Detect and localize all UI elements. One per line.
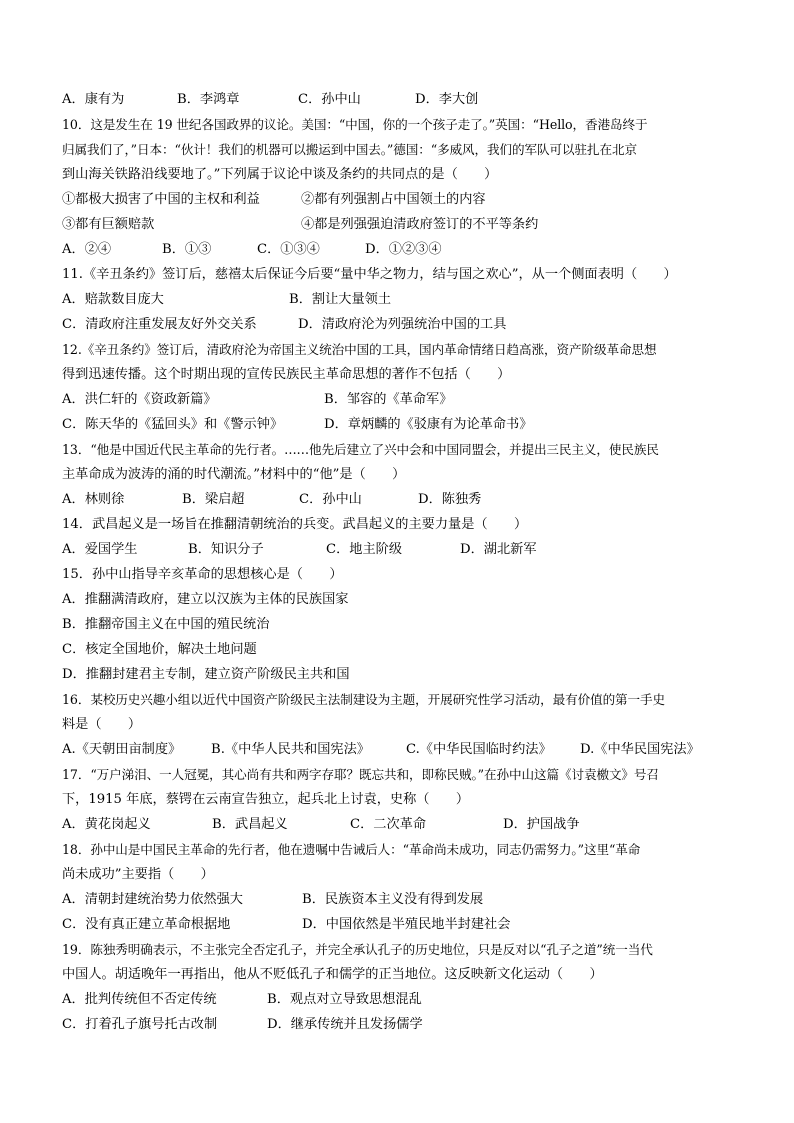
q10-statements-row bbox=[62, 212, 734, 237]
q18-stem-line: 18．孙中山是中国民主革命的先行者，他在遗嘱中告诫后人：“革命尚未成功，同志仍需努力。”这里“革命 bbox=[62, 842, 641, 857]
option-a: A．黄花岗起义 bbox=[62, 817, 151, 832]
q15-stem-line: 15．孙中山指导辛亥革命的思想核心是（ ） bbox=[62, 567, 343, 582]
option-a: A．批判传统但不否定传统 bbox=[62, 992, 217, 1007]
option-a: A．清朝封建统治势力依然强大 bbox=[62, 892, 243, 907]
q17-stem-line: 17．“万户涕泪、一人冠冕，其心尚有共和两字存耶？既忘共和，即称民贼。”在孙中山这篇《讨袁檄文》号召 bbox=[62, 767, 659, 782]
q17-options-row bbox=[62, 812, 734, 837]
option-a: A．②④ bbox=[62, 242, 112, 257]
option-d: D．中国依然是半殖民地半封建社会 bbox=[302, 917, 511, 932]
statement-3: ③都有巨额赔款 bbox=[62, 217, 155, 232]
option-b: B．观点对立导致思想混乱 bbox=[267, 992, 422, 1007]
q16-stem-line: 料是（ ） bbox=[62, 717, 142, 732]
option-c: C．二次革命 bbox=[350, 817, 427, 832]
option-b: B．民族资本主义没有得到发展 bbox=[302, 892, 484, 907]
option-a: A.《天朝田亩制度》 bbox=[62, 742, 182, 757]
q18-stem-line: 尚未成功”主要指（ ） bbox=[62, 867, 214, 882]
statement-1: ①都极大损害了中国的主权和利益 bbox=[62, 192, 260, 207]
q13-options-row bbox=[62, 487, 734, 512]
q14-options-row bbox=[62, 537, 734, 562]
q10-statements-row bbox=[62, 187, 734, 212]
q10-stem-line: 归属我们了，”日本：“伙计！我们的机器可以搬运到中国去。”德国：“多威风，我们的军队可以驻扎在北京 bbox=[62, 142, 637, 157]
option-a: A．洪仁轩的《资政新篇》 bbox=[62, 392, 217, 407]
option-b: B．李鸿章 bbox=[177, 92, 240, 107]
q18-options-row bbox=[62, 912, 734, 937]
q12-stem-line: 得到迅速传播。这个时期出现的宣传民族民主革命思想的著作不包括（ ） bbox=[62, 367, 511, 382]
q15-option-line: D．推翻封建君主专制，建立资产阶级民主共和国 bbox=[62, 667, 350, 682]
option-b: B．邹容的《革命军》 bbox=[324, 392, 453, 407]
q19-options-row bbox=[62, 1012, 734, 1037]
q18-options-row bbox=[62, 887, 734, 912]
q11-options-row bbox=[62, 312, 734, 337]
option-d: D．护国战争 bbox=[503, 817, 580, 832]
q16-options-row bbox=[62, 737, 734, 762]
option-b: B.《中华人民共和国宪法》 bbox=[211, 742, 370, 757]
q12-stem-line: 12.《辛丑条约》签订后，清政府沦为帝国主义统治中国的工具，国内革命情绪日趋高涨，资产阶级革命思想 bbox=[62, 342, 657, 357]
option-c: C．打着孔子旗号托古改制 bbox=[62, 1017, 218, 1032]
statement-2: ②都有列强割占中国领土的内容 bbox=[301, 192, 486, 207]
option-d: D．章炳麟的《驳康有为论革命书》 bbox=[324, 417, 533, 432]
option-c: C．清政府注重发展友好外交关系 bbox=[62, 317, 257, 332]
q16-stem-line: 16．某校历史兴趣小组以近代中国资产阶级民主法制建设为主题，开展研究性学习活动，最有价值的第一手史 bbox=[62, 692, 666, 707]
q13-stem-line: 主革命成为波涛的涌的时代潮流。”材料中的“他”是（ ） bbox=[62, 467, 406, 482]
q10-options-row bbox=[62, 237, 734, 262]
q11-stem-line: 11.《辛丑条约》签订后，慈禧太后保证今后要“量中华之物力，结与国之欢心”，从一个侧面表明（ ） bbox=[62, 267, 677, 282]
q10-stem-line: 到山海关铁路沿线要地了。”下列属于议论中谈及条约的共同点的是（ ） bbox=[62, 167, 498, 182]
q15-option-line: A．推翻满清政府，建立以汉族为主体的民族国家 bbox=[62, 592, 349, 607]
q14-stem-line: 14．武昌起义是一场旨在推翻清朝统治的兵变。武昌起义的主要力量是（ ） bbox=[62, 517, 528, 532]
option-d: D．湖北新军 bbox=[460, 542, 537, 557]
exam-page bbox=[62, 87, 734, 1037]
option-c: C．陈天华的《猛回头》和《警示钟》 bbox=[62, 417, 284, 432]
q11-options-row bbox=[62, 287, 734, 312]
option-c: C.《中华民国临时约法》 bbox=[406, 742, 552, 757]
option-d: D．李大创 bbox=[415, 92, 479, 107]
option-b: B．武昌起义 bbox=[212, 817, 288, 832]
q19-stem-line: 19．陈独秀明确表示，不主张完全否定孔子，并完全承认孔子的历史地位，只是反对以“孔子之道”统一当代 bbox=[62, 942, 653, 957]
q19-options-row bbox=[62, 987, 734, 1012]
option-d: D．陈独秀 bbox=[418, 492, 482, 507]
option-b: B．①③ bbox=[162, 242, 212, 257]
option-a: A．林则徐 bbox=[62, 492, 125, 507]
option-b: B．知识分子 bbox=[188, 542, 264, 557]
option-c: C．地主阶级 bbox=[326, 542, 403, 557]
option-b: B．割让大量领土 bbox=[289, 292, 392, 307]
statement-4: ④都是列强强迫清政府签订的不平等条约 bbox=[301, 217, 539, 232]
q17-stem-line: 下，1915 年底，蔡锷在云南宣告独立，起兵北上讨袁，史称（ ） bbox=[62, 792, 470, 807]
option-d: D．清政府沦为列强统治中国的工具 bbox=[298, 317, 507, 332]
option-d: D．①②③④ bbox=[365, 242, 442, 257]
option-d: D．继承传统并且发扬儒学 bbox=[267, 1017, 423, 1032]
q15-option-line: C．核定全国地价，解决土地问题 bbox=[62, 642, 257, 657]
option-a: A．爱国学生 bbox=[62, 542, 138, 557]
option-d: D.《中华民国宪法》 bbox=[580, 742, 700, 757]
option-a: A．康有为 bbox=[62, 92, 125, 107]
q12-options-row bbox=[62, 387, 734, 412]
q13-stem-line: 13．“他是中国近代民主革命的先行者。……他先后建立了兴中会和中国同盟会，并提出三民主义，使民族民 bbox=[62, 442, 659, 457]
option-c: C．①③④ bbox=[257, 242, 320, 257]
option-c: C．孙中山 bbox=[298, 92, 361, 107]
q15-option-line: B．推翻帝国主义在中国的殖民统治 bbox=[62, 617, 270, 632]
option-b: B．梁启超 bbox=[182, 492, 245, 507]
q19-stem-line: 中国人。胡适晚年一再指出，他从不贬低孔子和儒学的正当地位。这反映新文化运动（ ） bbox=[62, 967, 603, 982]
q9-options-row bbox=[62, 87, 734, 112]
option-c: C．孙中山 bbox=[299, 492, 362, 507]
q12-options-row bbox=[62, 412, 734, 437]
option-a: A．赔款数目庞大 bbox=[62, 292, 164, 307]
q10-stem-line: 10．这是发生在 19 世纪各国政界的议论。美国：“中国，你的一个孩子走了。”英国：“Hello，香港岛终于 bbox=[62, 117, 648, 132]
option-c: C．没有真正建立革命根据地 bbox=[62, 917, 231, 932]
